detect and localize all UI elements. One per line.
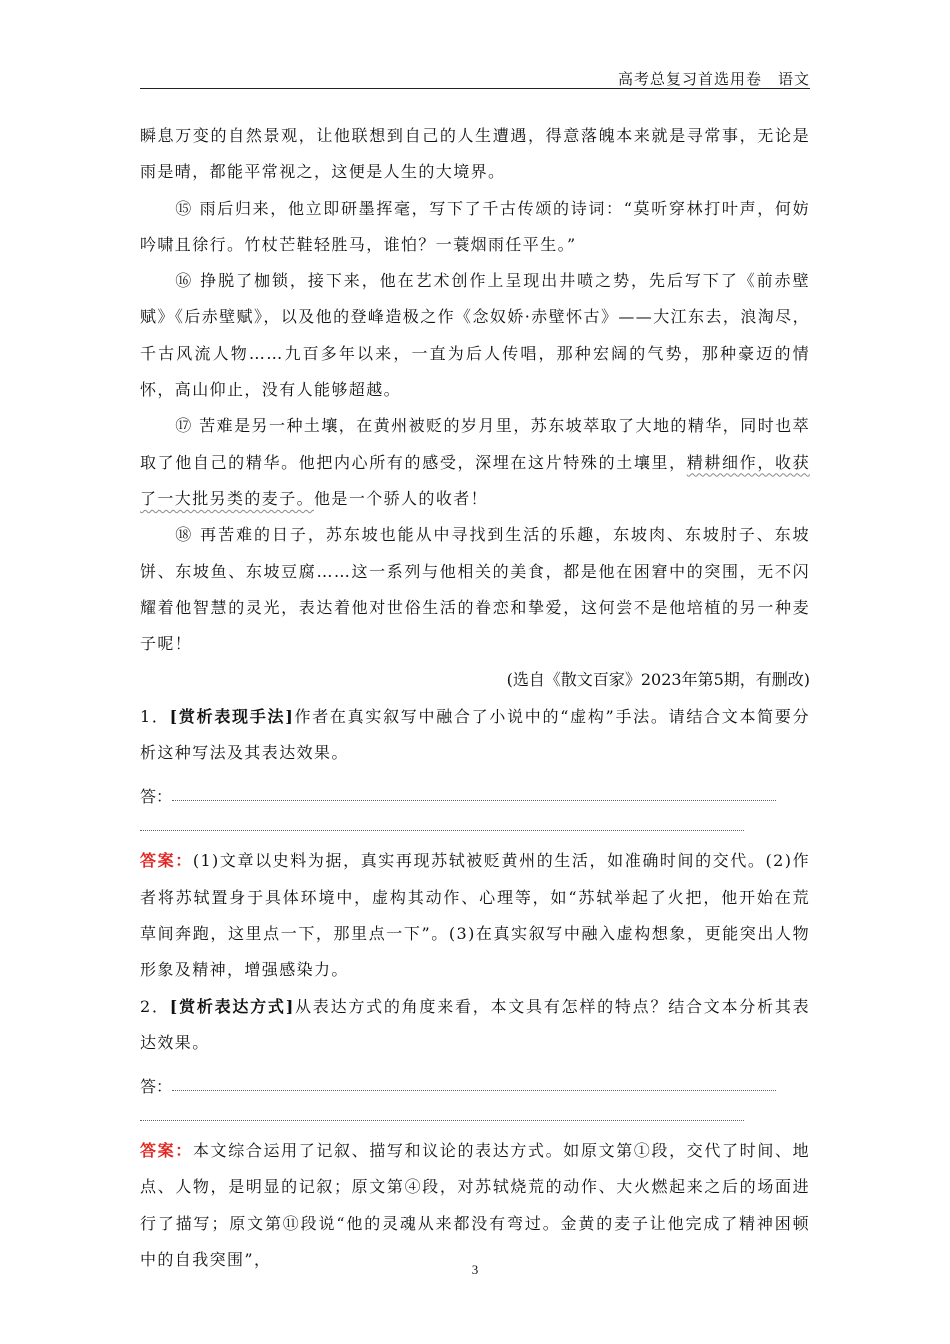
answer-prompt: 答：: [140, 1077, 173, 1097]
answer-blank[interactable]: [172, 800, 776, 801]
paragraph-17-text: ⑰ 苦难是另一种土壤，在黄州被贬的岁月里，苏东坡萃取了大地的精华，同时也萃取了他自己的精华。他把内心所有的感受，深埋在这片特殊的土壤里，: [140, 416, 810, 472]
answer-1: [140, 843, 810, 988]
question-text: 作者在真实叙写中融合了小说中的“虚构”手法。请结合文本简要分析这种写法及其表达效果。: [140, 706, 811, 763]
answer-line-2: [140, 1061, 810, 1097]
paragraph-17: [140, 408, 810, 517]
question-tag: [赏析表现手法]: [169, 706, 295, 726]
wavy-underlined-phrase: 精耕细作，收获了一大批另类的麦子。: [140, 452, 810, 508]
paragraph-continuation: 瞬息万变的自然景观，让他联想到自己的人生遭遇，得意落魄本来就是寻常事，无论是雨是晴，都能平常视之，这便是人生的大境界。: [140, 126, 810, 182]
answer-text: 本文综合运用了记叙、描写和议论的表达方式。如原文第①段，交代了时间、地点、人物，是明显的记叙；原文第④段，对苏轼烧荒的动作、大火燃起来之后的场面进行了描写；原文第⑪段说“他的灵魂从来都没有弯过。金黄的麦子让他完成了精神困顿中的自我突围”，: [140, 1141, 810, 1270]
answer-text: (1)文章以史料为据，真实再现苏轼被贬黄州的生活，如准确时间的交代。(2)作者将苏轼置身于具体环境中，虚构其动作、心理等，如“苏轼举起了火把，他开始在荒草间奔跑，这里点一下，那里点一下”。(3)在真实叙写中融入虚构想象，更能突出人物形象及精神，增强感染力。: [140, 851, 811, 980]
answer-prompt: 答：: [140, 787, 173, 807]
document-body: [140, 118, 810, 1278]
question-1: [140, 699, 810, 772]
answer-line-1b: [140, 807, 810, 843]
page-number: 3: [471, 1262, 479, 1277]
answer-blank[interactable]: [140, 1120, 744, 1121]
paragraph-16: ⑯ 挣脱了枷锁，接下来，他在艺术创作上呈现出井喷之势，先后写下了《前赤壁赋》《后赤壁赋》，以及他的登峰造极之作《念奴娇·赤壁怀古》——大江东去，浪淘尽，千古风流人物……九百多年以来，一直为后人传唱，那种宏阔的气势，那种豪迈的情怀，高山仰止，没有人能够超越。: [140, 271, 810, 400]
answer-blank[interactable]: [172, 1090, 776, 1091]
header-title: 高考总复习首选用卷 语文: [617, 70, 810, 88]
answer-line-2b: [140, 1097, 810, 1133]
question-2: [140, 989, 810, 1062]
answer-label: 答案：: [140, 851, 193, 871]
paragraph-15: ⑮ 雨后归来，他立即研墨挥毫，写下了千古传颂的诗词：“莫听穿林打叶声，何妨吟啸且徐行。竹杖芒鞋轻胜马，谁怕？一蓑烟雨任平生。”: [140, 198, 810, 254]
answer-line-1: [140, 771, 810, 807]
question-text: 从表达方式的角度来看，本文具有怎样的特点？结合文本分析其表达效果。: [140, 996, 811, 1052]
question-number: 2．: [140, 996, 170, 1016]
question-tag: [赏析表达方式]: [169, 996, 295, 1016]
paragraph-17-end: 他是一个骄人的收者！: [314, 488, 489, 508]
question-number: 1．: [140, 706, 170, 726]
header-divider: [140, 88, 810, 89]
answer-2: [140, 1133, 810, 1278]
answer-label: 答案：: [140, 1141, 193, 1161]
source-citation: (选自《散文百家》2023年第5期，有删改): [506, 670, 810, 690]
paragraph-18: ⑱ 再苦难的日子，苏东坡也能从中寻找到生活的乐趣，东坡肉、东坡肘子、东坡饼、东坡鱼、东坡豆腐……这一系列与他相关的美食，都是他在困窘中的突围，无不闪耀着他智慧的灵光，表达着他对世俗生活的眷恋和挚爱，这何尝不是他培植的另一种麦子呢！: [140, 525, 810, 654]
answer-blank[interactable]: [140, 830, 744, 831]
